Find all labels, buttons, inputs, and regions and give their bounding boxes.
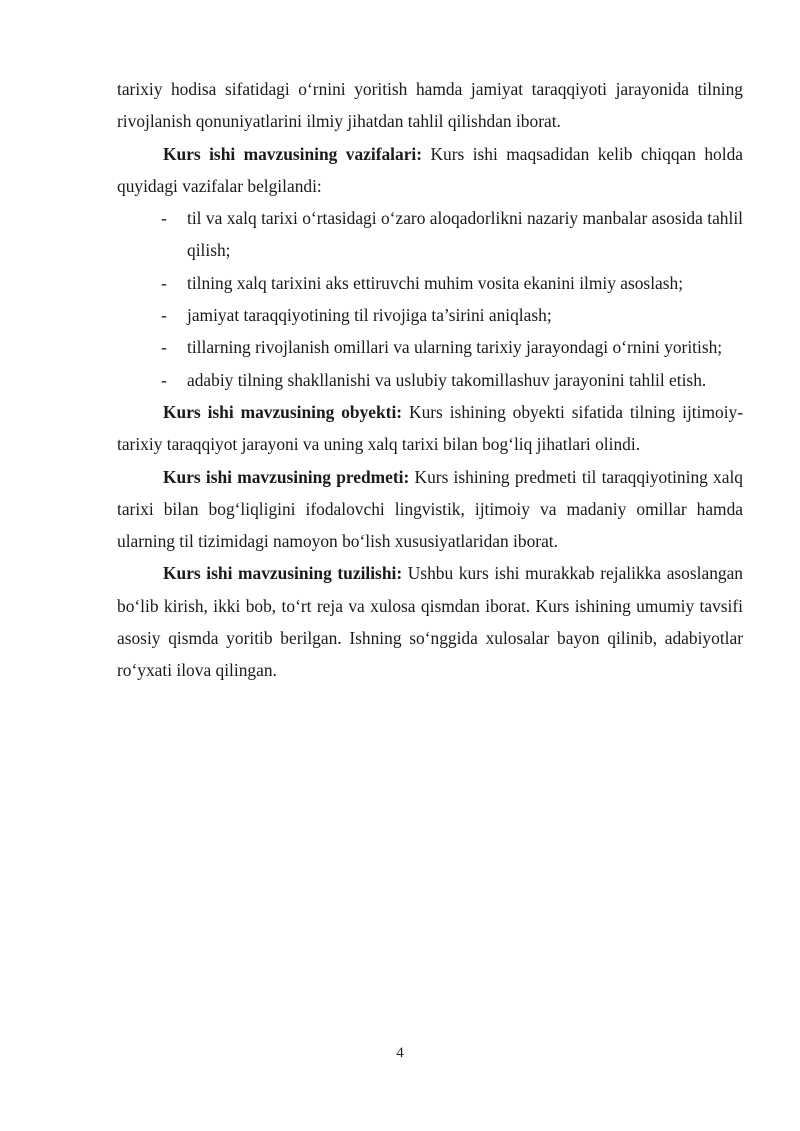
- list-item-text: jamiyat taraqqiyotining til rivojiga ta’sirini aniqlash;: [187, 305, 552, 326]
- subject-paragraph: [117, 461, 743, 558]
- page-body: [117, 73, 743, 687]
- list-bullet: -: [161, 337, 167, 358]
- list-item: [117, 331, 743, 363]
- structure-heading: Kurs ishi mavzusining tuzilishi:: [163, 563, 403, 584]
- list-item-text: tilning xalq tarixini aks ettiruvchi muhim vosita ekanini ilmiy asoslash;: [187, 272, 684, 293]
- list-item-text: til va xalq tarixi o‘rtasidagi o‘zaro aloqadorlikni nazariy manbalar asosida tahlil qilish;: [187, 208, 743, 261]
- list-item: [117, 267, 743, 299]
- object-heading: Kurs ishi mavzusining obyekti:: [163, 401, 403, 422]
- page-number: 4: [396, 1045, 404, 1061]
- structure-text: Ushbu kurs ishi murakkab rejalikka asoslangan bo‘lib kirish, ikki bob, to‘rt reja va xulosa qismdan iborat. Kurs ishining umumiy tavsifi asosiy qismda yoritib berilgan. Ishning so‘nggida xulosalar bayon qilinib, adabiyotlar ro‘yxati ilova qilingan.: [117, 563, 743, 681]
- list-bullet: -: [161, 369, 167, 390]
- tasks-text: Kurs ishi maqsadidan kelib chiqqan holda quyidagi vazifalar belgilandi:: [117, 143, 743, 196]
- list-item: [117, 299, 743, 331]
- object-paragraph: [117, 396, 743, 461]
- list-bullet: -: [161, 305, 167, 326]
- tasks-heading: Kurs ishi mavzusining vazifalari:: [163, 143, 423, 164]
- subject-heading: Kurs ishi mavzusining predmeti:: [163, 466, 410, 487]
- tasks-paragraph: [117, 138, 743, 203]
- list-item-text: adabiy tilning shakllanishi va uslubiy takomillashuv jarayonini tahlil etish.: [187, 369, 707, 390]
- list-item-text: tillarning rivojlanish omillari va ularning tarixiy jarayondagi o‘rnini yoritish;: [187, 337, 723, 358]
- list-bullet: -: [161, 208, 167, 229]
- structure-paragraph: [117, 557, 743, 686]
- list-bullet: -: [161, 272, 167, 293]
- tasks-list: [117, 202, 743, 396]
- subject-text: Kurs ishining predmeti til taraqqiyotining xalq tarixi bilan bog‘liqligini ifodalovchi lingvistik, ijtimoiy va madaniy omillar hamda ularning til tizimidagi namoyon bo‘lish xususiyatlaridan iborat.: [117, 466, 744, 552]
- list-item: [117, 202, 743, 267]
- list-item: [117, 364, 743, 396]
- object-text: Kurs ishining obyekti sifatida tilning ijtimoiy-tarixiy taraqqiyot jarayoni va uning xalq tarixi bilan bog‘liq jihatlari olindi.: [117, 401, 744, 455]
- intro-paragraph: tarixiy hodisa sifatidagi o‘rnini yoritish hamda jamiyat taraqqiyoti jarayonida tilning rivojlanish qonuniyatlarini ilmiy jihatdan tahlil qilishdan iborat.: [117, 79, 743, 132]
